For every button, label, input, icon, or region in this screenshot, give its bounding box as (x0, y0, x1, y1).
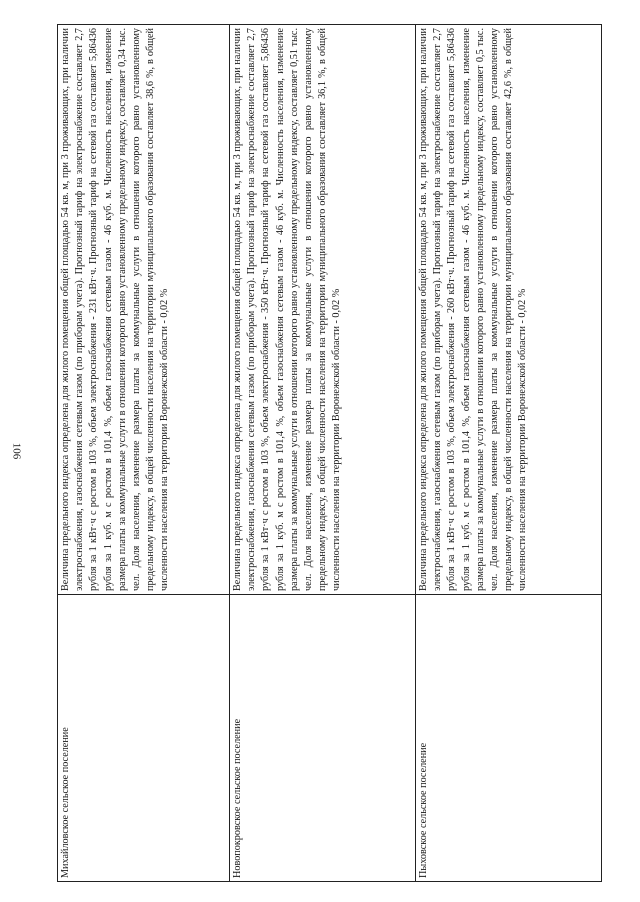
rotated-page-content (57, 24, 596, 882)
table-row (416, 25, 602, 882)
settlement-name-cell: Новопокровское сельское поселение (230, 595, 416, 882)
page-number (0, 0, 32, 902)
settlement-name-cell: Михайловское сельское поселение (58, 595, 230, 882)
settlement-index-table (57, 24, 602, 882)
index-description-cell: Величина предельного индекса определена для жилого помещения общей площадью 54 кв. м, при 3 проживающих, при наличии электроснабжения, газоснабжения сетевым газом (по приборам учета). Прогнозный тариф на электроснабжение составляет 2,7 рубля за 1 кВт·ч с ростом в 103 %, объем электроснабжения - 231 кВт·ч. Прогнозный тариф на сетевой газ составляет 5,86436 рубля за 1 куб. м с ростом в 101,4 %, объем газоснабжения сетевым газом - 46 куб. м. Численность населения, изменение размера платы за коммунальные услуги в отношении которого равно установленному предельному индексу, составляет 0,34 тыс. чел. Доля населения, изменение размера платы за коммунальные услуги в отношении которого равно установленному предельному индексу, в общей численности населения на территории муниципального образования составляет 38,6 %, в общей численности населения на территории Воронежской области - 0,02 % (58, 25, 230, 595)
index-description-cell: Величина предельного индекса определена для жилого помещения общей площадью 54 кв. м, при 3 проживающих, при наличии электроснабжения, газоснабжения сетевым газом (по приборам учета). Прогнозный тариф на электроснабжение составляет 2,7 рубля за 1 кВт·ч с ростом в 103 %, объем электроснабжения - 350 кВт·ч. Прогнозный тариф на сетевой газ составляет 5,86436 рубля за 1 куб. м с ростом в 101,4 %, объем газоснабжения сетевым газом - 46 куб. м. Численность населения, изменение размера платы за коммунальные услуги в отношении которого равно установленному предельному индексу, составляет 0,51 тыс. чел. Доля населения, изменение размера платы за коммунальные услуги в отношении которого равно установленному предельному индексу, в общей численности населения на территории муниципального образования составляет 36,1 %, в общей численности населения на территории Воронежской области - 0,02 % (230, 25, 416, 595)
table-row (230, 25, 416, 882)
index-description-cell: Величина предельного индекса определена для жилого помещения общей площадью 54 кв. м, при 3 проживающих, при наличии электроснабжения, газоснабжения сетевым газом (по приборам учета). Прогнозный тариф на электроснабжение составляет 2,7 рубля за 1 кВт·ч с ростом в 103 %, объем электроснабжения - 260 кВт·ч. Прогнозный тариф на сетевой газ составляет 5,86436 рубля за 1 куб. м с ростом в 101,4 %, объем газоснабжения сетевым газом - 46 куб. м. Численность населения, изменение размера платы за коммунальные услуги в отношении которого равно установленному предельному индексу, составляет 0,5 тыс. чел. Доля населения, изменение размера платы за коммунальные услуги в отношении которого равно установленному предельному индексу, в общей численности населения на территории муниципального образования составляет 42,6 %, в общей численности населения на территории Воронежской области - 0,02 % (416, 25, 602, 595)
table-row (58, 25, 230, 882)
page-number-text: 106 (10, 442, 22, 460)
settlement-name-cell: Пыховское сельское поселение (416, 595, 602, 882)
